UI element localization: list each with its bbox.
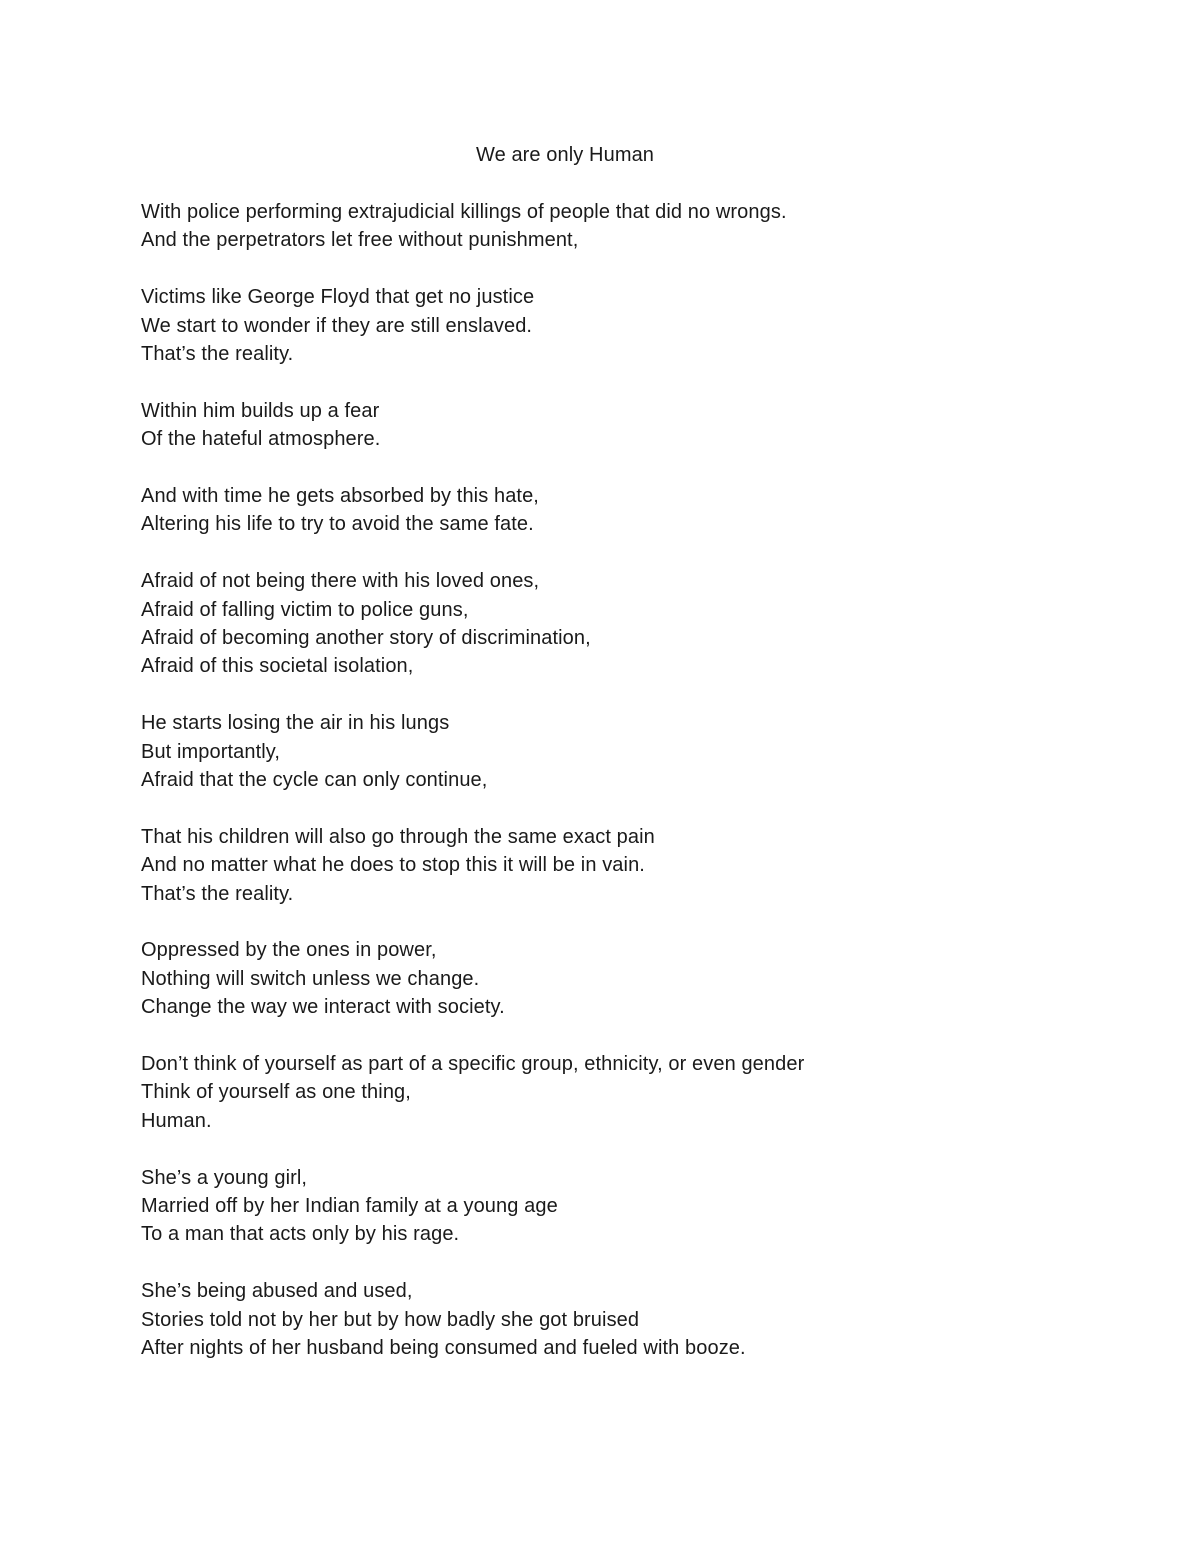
poem-line: Human.: [141, 1109, 212, 1132]
poem-line: Victims like George Floyd that get no justice: [141, 286, 535, 309]
poem-stanza: [141, 397, 1121, 454]
poem-stanza: [141, 936, 1121, 1021]
poem-line: Change the way we interact with society.: [141, 996, 505, 1019]
poem-line: Afraid of not being there with his loved ones,: [141, 570, 540, 593]
poem-stanza: [141, 567, 1121, 681]
poem-line: Afraid of falling victim to police guns,: [141, 598, 469, 621]
poem-line: But importantly,: [141, 740, 281, 763]
poem-line: Don’t think of yourself as part of a specific group, ethnicity, or even gender: [141, 1053, 805, 1076]
poem-line: Altering his life to try to avoid the same fate.: [141, 513, 534, 536]
poem-line: That’s the reality.: [141, 882, 294, 905]
poem-stanza: [141, 283, 1121, 368]
poem-body: [141, 198, 1121, 1363]
poem-line: Married off by her Indian family at a young age: [141, 1195, 558, 1218]
poem-line: He starts losing the air in his lungs: [141, 712, 450, 735]
poem-line: Within him builds up a fear: [141, 399, 380, 422]
poem-line: To a man that acts only by his rage.: [141, 1223, 460, 1246]
poem-line: And no matter what he does to stop this it will be in vain.: [141, 854, 645, 877]
poem-stanza: [141, 482, 1121, 539]
poem-stanza: [141, 198, 1121, 255]
poem-line: She’s a young girl,: [141, 1166, 308, 1189]
poem-stanza: [141, 1164, 1121, 1249]
poem-line: She’s being abused and used,: [141, 1280, 413, 1303]
poem-line: And the perpetrators let free without punishment,: [141, 229, 579, 252]
poem-line: Afraid of this societal isolation,: [141, 655, 414, 678]
poem-stanza: [141, 709, 1121, 794]
poem-line: Afraid that the cycle can only continue,: [141, 769, 488, 792]
poem-line: We start to wonder if they are still enslaved.: [141, 314, 533, 337]
poem-line: After nights of her husband being consumed and fueled with booze.: [141, 1337, 746, 1360]
poem-line: Oppressed by the ones in power,: [141, 939, 437, 962]
poem-line: Stories told not by her but by how badly she got bruised: [141, 1308, 640, 1331]
poem-line: Nothing will switch unless we change.: [141, 967, 480, 990]
poem-line: Of the hateful atmosphere.: [141, 428, 381, 451]
poem-line: That’s the reality.: [141, 343, 294, 366]
poem-line: With police performing extrajudicial killings of people that did no wrongs.: [141, 201, 787, 223]
poem-stanza: [141, 823, 1121, 908]
poem-line: That his children will also go through the same exact pain: [141, 825, 655, 848]
poem-stanza: [141, 1050, 1121, 1135]
poem-line: Afraid of becoming another story of discrimination,: [141, 627, 591, 650]
poem-stanza: [141, 1277, 1121, 1362]
poem-line: And with time he gets absorbed by this hate,: [141, 485, 539, 508]
poem-line: Think of yourself as one thing,: [141, 1081, 411, 1104]
poem-title: We are only Human: [475, 144, 655, 166]
